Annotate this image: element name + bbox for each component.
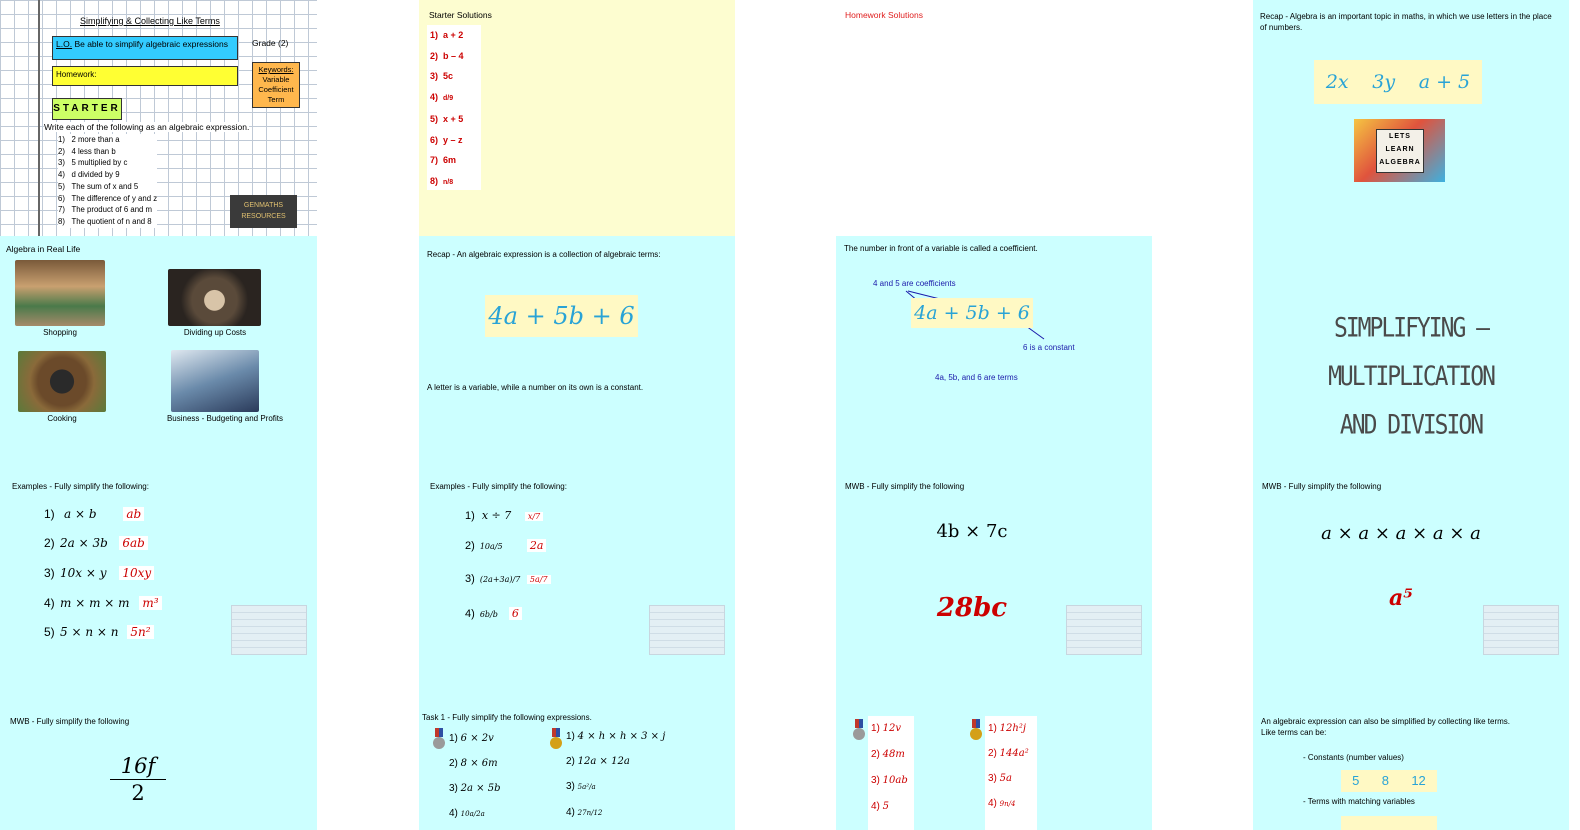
list-item: 4) d/9 bbox=[430, 91, 454, 102]
section-heading bbox=[1253, 305, 1569, 450]
keyword: Variable bbox=[262, 75, 290, 84]
dividing-costs-image bbox=[168, 269, 261, 326]
variables-examples-box bbox=[1341, 816, 1437, 830]
logo-line: GENMATHS bbox=[243, 202, 284, 209]
slide-title: An algebraic expression can also be simplified by collecting like terms. bbox=[1261, 717, 1511, 726]
gold-answers bbox=[985, 716, 1037, 830]
silver-questions bbox=[449, 726, 501, 827]
constant-value: 5 bbox=[1352, 773, 1360, 788]
row-number: 1) bbox=[44, 507, 55, 521]
notepad-image bbox=[649, 605, 725, 655]
answer: m³ bbox=[139, 596, 161, 610]
sign-line: LEARN bbox=[1385, 146, 1415, 153]
caption: Dividing up Costs bbox=[183, 328, 247, 337]
example-row bbox=[465, 509, 543, 522]
algebra-examples bbox=[1314, 60, 1482, 104]
slide-title: Recap - Algebra is an important topic in maths, in which we use letters in the place of numbers. bbox=[1260, 12, 1552, 32]
numerator: 16f bbox=[110, 753, 166, 780]
recap-expression-slide[interactable] bbox=[419, 236, 735, 473]
shopping-image bbox=[15, 260, 105, 326]
sign-line: LETS bbox=[1389, 133, 1411, 140]
variable-constant-note: A letter is a variable, while a number on its own is a constant. bbox=[427, 383, 644, 392]
example-row bbox=[465, 607, 522, 620]
mwb-answer: a⁵ bbox=[1389, 585, 1413, 611]
constant-label: 6 is a constant bbox=[1023, 343, 1075, 352]
caption: Cooking bbox=[47, 414, 77, 423]
silver-answers bbox=[868, 716, 914, 830]
list-item: 2) 12a × 12a bbox=[566, 756, 630, 767]
list-item: 6) The difference of y and z bbox=[58, 193, 158, 203]
question: 5 × n × n bbox=[60, 625, 119, 639]
question: m × m × m bbox=[60, 596, 130, 610]
row-number: 3) bbox=[44, 566, 55, 580]
answer: 5n² bbox=[127, 625, 153, 639]
question: (2a+3a)/7 bbox=[479, 575, 521, 584]
question: a × b bbox=[64, 507, 97, 521]
row-number: 4) bbox=[465, 608, 475, 620]
examples-div-slide[interactable] bbox=[419, 473, 735, 710]
homework-solutions-slide[interactable] bbox=[836, 0, 1152, 236]
like-terms-subtitle: Like terms can be: bbox=[1261, 728, 1327, 737]
caption: Business - Budgeting and Profits bbox=[166, 414, 284, 423]
slide-title: MWB - Fully simplify the following bbox=[1262, 482, 1382, 491]
example-term: a + 5 bbox=[1418, 71, 1471, 93]
constant-value: 8 bbox=[1381, 773, 1389, 788]
examples-mult-slide[interactable] bbox=[0, 473, 317, 710]
list-item: 4) 5 bbox=[871, 801, 890, 812]
logo-line: RESOURCES bbox=[241, 213, 286, 220]
list-item: 3) 5 multiplied by c bbox=[58, 158, 128, 168]
section-title-slide[interactable] bbox=[1253, 236, 1569, 473]
starter-label: STARTER bbox=[52, 98, 122, 120]
caption: Shopping bbox=[43, 328, 77, 337]
list-item: 1) 12h²j bbox=[988, 723, 1026, 734]
example-row bbox=[44, 596, 162, 610]
learning-objective-box bbox=[52, 36, 238, 60]
gold-medal-icon bbox=[970, 719, 982, 741]
slide-title: Examples - Fully simplify the following: bbox=[430, 482, 567, 491]
list-item: 2) 8 × 6m bbox=[449, 758, 498, 769]
list-item: 8) The quotient of n and 8 bbox=[58, 216, 152, 226]
slide-title: Starter Solutions bbox=[429, 10, 492, 20]
mwb-answer: 28bc bbox=[936, 593, 1008, 623]
real-life-slide[interactable] bbox=[0, 236, 317, 473]
list-item: 7) The product of 6 and m bbox=[58, 205, 153, 215]
coefficient-label: 4 and 5 are coefficients bbox=[873, 279, 956, 288]
example-row bbox=[465, 573, 551, 585]
fraction bbox=[110, 753, 166, 806]
silver-medal-icon bbox=[433, 728, 445, 750]
example-row bbox=[44, 566, 154, 580]
lo-text: Be able to simplify algebraic expressions bbox=[74, 39, 228, 49]
expression-box: 4a + 5b + 6 bbox=[911, 298, 1033, 328]
heading-line: SIMPLIFYING – MULTIPLICATION bbox=[1328, 313, 1494, 392]
slide-title: Algebra in Real Life bbox=[6, 244, 81, 254]
example-row bbox=[465, 539, 546, 552]
list-item: 4) 27n/12 bbox=[566, 807, 603, 818]
constants-examples bbox=[1341, 770, 1437, 792]
question: x ÷ 7 bbox=[481, 509, 512, 522]
gold-questions bbox=[566, 724, 665, 826]
answer: 6 bbox=[509, 607, 522, 620]
mwb-question: 4b × 7c bbox=[936, 521, 1008, 542]
coefficient-slide[interactable] bbox=[836, 236, 1152, 473]
slide-title: Examples - Fully simplify the following: bbox=[12, 482, 149, 491]
question: 2a × 3b bbox=[60, 536, 108, 550]
slide-title: The number in front of a variable is called a coefficient. bbox=[844, 244, 1038, 253]
cooking-image bbox=[18, 351, 106, 412]
answer: x/7 bbox=[525, 512, 543, 521]
notepad-image bbox=[1066, 605, 1142, 655]
notepad-image bbox=[231, 605, 307, 655]
slide-title: Recap - An algebraic expression is a collection of algebraic terms: bbox=[427, 250, 661, 259]
question: 6b/b bbox=[479, 610, 498, 619]
keywords-title: Keywords: bbox=[258, 65, 294, 74]
row-number: 2) bbox=[44, 536, 55, 550]
question: 10x × y bbox=[60, 566, 107, 580]
slide-title: MWB - Fully simplify the following bbox=[845, 482, 965, 491]
expression-box: 4a + 5b + 6 bbox=[485, 295, 638, 337]
task1-slide[interactable] bbox=[419, 710, 735, 830]
grade-label: Grade (2) bbox=[252, 38, 289, 48]
example-row bbox=[44, 536, 148, 550]
annotation-arrows bbox=[836, 236, 1152, 473]
business-image bbox=[171, 350, 259, 412]
list-item: 5) x + 5 bbox=[430, 114, 464, 124]
mwb-slide-2[interactable] bbox=[1253, 473, 1569, 710]
list-item: 3) 10ab bbox=[871, 775, 908, 786]
list-item: 8) n/8 bbox=[430, 175, 454, 186]
like-terms-slide[interactable] bbox=[1253, 710, 1569, 830]
keyword: Term bbox=[267, 95, 285, 104]
list-item: 6) y – z bbox=[430, 134, 463, 145]
recap-letters-slide[interactable] bbox=[1253, 0, 1569, 236]
list-item: 1) 2 more than a bbox=[58, 135, 120, 144]
row-number: 4) bbox=[44, 596, 55, 610]
list-item: 3) 2a × 5b bbox=[449, 783, 501, 794]
question: 10a/5 bbox=[479, 542, 503, 551]
starter-question-list bbox=[58, 134, 157, 228]
answer: 10xy bbox=[119, 566, 154, 580]
homework-box bbox=[52, 66, 238, 86]
list-item: 1) 6 × 2v bbox=[449, 733, 494, 744]
list-item: 2) 4 less than b bbox=[58, 146, 116, 156]
list-item: 3) 5c bbox=[430, 71, 454, 81]
homework-label: Homework: bbox=[56, 70, 97, 79]
list-item: 7) 6m bbox=[430, 155, 457, 165]
lets-learn-algebra-image bbox=[1354, 119, 1445, 182]
denominator: 2 bbox=[131, 781, 145, 805]
answer: ab bbox=[123, 507, 144, 521]
variables-bullet: - Terms with matching variables bbox=[1303, 797, 1415, 806]
terms-label: 4a, 5b, and 6 are terms bbox=[935, 373, 1018, 382]
row-number: 1) bbox=[465, 510, 475, 522]
task1-answers-slide[interactable] bbox=[836, 710, 1152, 830]
keywords-box bbox=[252, 62, 300, 108]
keyword: Coefficient bbox=[258, 85, 294, 94]
list-item: 1) 4 × h × h × 3 × j bbox=[566, 731, 666, 742]
mwb-question: a × a × a × a × a bbox=[1321, 523, 1481, 544]
answer: 5a/7 bbox=[527, 575, 551, 584]
list-item: 2) b – 4 bbox=[430, 50, 464, 61]
starter-instruction: Write each of the following as an algebraic expression. bbox=[44, 122, 250, 132]
slide-title: Task 1 - Fully simplify the following expressions. bbox=[422, 713, 592, 722]
example-row bbox=[44, 625, 154, 639]
row-number: 5) bbox=[44, 625, 55, 639]
list-item: 4) d divided by 9 bbox=[58, 170, 120, 180]
starter-slide[interactable] bbox=[0, 0, 317, 236]
genmaths-logo bbox=[230, 195, 297, 228]
list-item: 1) 12v bbox=[871, 723, 902, 734]
row-number: 3) bbox=[465, 573, 475, 585]
heading-line: AND DIVISION bbox=[1339, 410, 1483, 441]
list-item: 5) The sum of x and 5 bbox=[58, 181, 139, 191]
example-term: 2x bbox=[1325, 71, 1349, 93]
gold-medal-icon bbox=[550, 728, 562, 750]
example-term: 3y bbox=[1372, 71, 1396, 93]
constant-value: 12 bbox=[1411, 773, 1426, 788]
mwb-slide-3[interactable] bbox=[0, 710, 317, 830]
constants-bullet: - Constants (number values) bbox=[1303, 753, 1404, 762]
answer: 2a bbox=[527, 539, 547, 552]
mwb-slide-1[interactable] bbox=[836, 473, 1152, 710]
list-item: 4) 9n/4 bbox=[988, 798, 1016, 809]
starter-solutions-slide[interactable] bbox=[419, 0, 735, 236]
row-number: 2) bbox=[465, 540, 475, 552]
list-item: 2) 144a² bbox=[988, 748, 1029, 759]
lo-label: L.O. bbox=[56, 39, 73, 49]
answer: 6ab bbox=[119, 536, 147, 550]
sign-line: ALGEBRA bbox=[1379, 159, 1421, 166]
list-item: 2) 48m bbox=[871, 749, 905, 760]
lesson-title: Simplifying & Collecting Like Terms bbox=[80, 16, 220, 26]
notepad-image bbox=[1483, 605, 1559, 655]
slide-title: MWB - Fully simplify the following bbox=[10, 717, 130, 726]
solutions-list bbox=[427, 25, 481, 190]
silver-medal-icon bbox=[853, 719, 865, 741]
slide-title: Homework Solutions bbox=[845, 10, 923, 20]
list-item: 1) a + 2 bbox=[430, 30, 464, 40]
list-item: 3) 5a bbox=[988, 773, 1012, 784]
example-row bbox=[44, 507, 144, 521]
list-item: 4) 10a/2a bbox=[449, 808, 485, 819]
list-item: 3) 5a²/a bbox=[566, 781, 596, 792]
